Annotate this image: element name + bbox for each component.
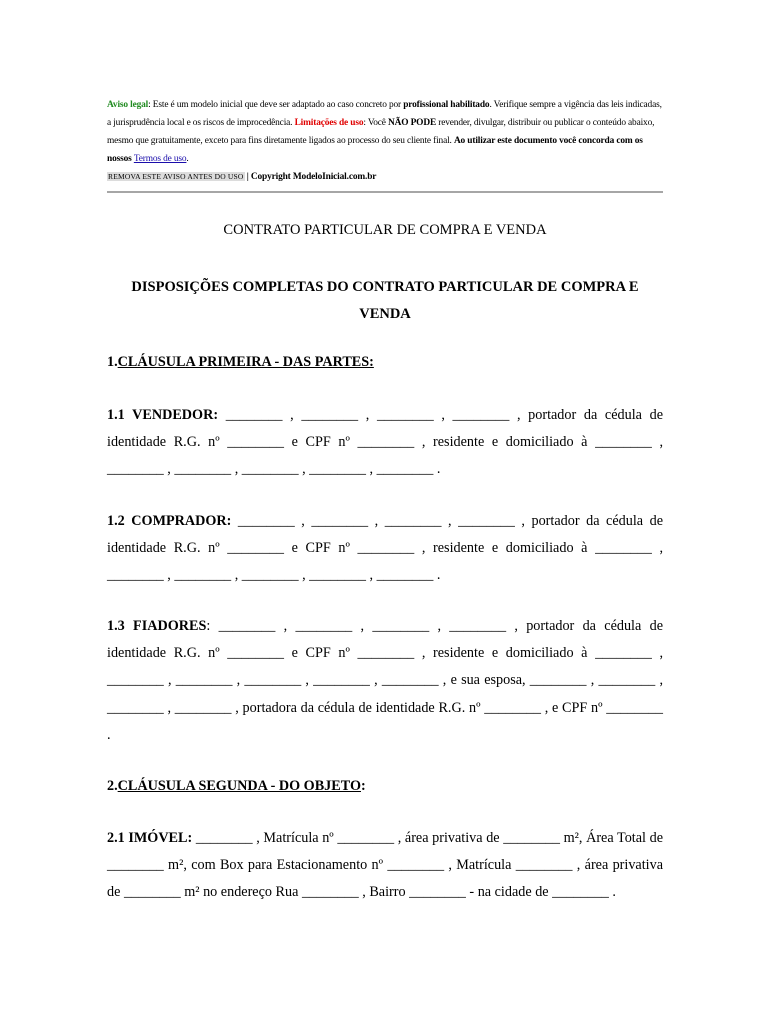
paragraph-1-3-text: : ________ , ________ , ________ , ________ , portador da cédula de identidade R.G. nº ________ e CPF nº ________ , residente e domiciliado à ________ , ________ , ________ , ________ , ________ , ________ , e sua esposa, ________ , ________ , ________ , ________ , portadora da cédula de identidade R.G. nº ________ , e CPF nº ________ . (107, 618, 663, 743)
legal-notice-text-3: : Você (363, 118, 389, 128)
clause-1-number: 1. (107, 354, 118, 370)
legal-notice-text-4: revender, divulgar, distribuir ou publicar o conteúdo abaixo, mesmo que gratuitamente, exceto para fins diretamente ligados ao processo do seu cliente final. (107, 118, 655, 146)
legal-notice-bold-3: Ao utilizar este documento você concorda com os nossos (107, 136, 643, 164)
paragraph-1-2-buyer (107, 508, 663, 590)
terms-of-use-link[interactable]: Termos de uso (133, 154, 187, 164)
document-subtitle: DISPOSIÇÕES COMPLETAS DO CONTRATO PARTICULAR DE COMPRA E VENDA (131, 279, 639, 322)
paragraph-2-1-label: 2.1 IMÓVEL: (107, 830, 193, 846)
legal-notice-bold-1: profissional habilitado (403, 100, 490, 110)
document-title: CONTRATO PARTICULAR DE COMPRA E VENDA (223, 222, 547, 238)
paragraph-1-2-text: ________ , ________ , ________ , ________ , portador da cédula de identidade R.G. nº ________ e CPF nº ________ , residente e domiciliado à ________ , ________ , ________ , ________ , ________ , ________ . (107, 513, 663, 584)
notice-divider (107, 191, 663, 193)
usage-limits-label: Limitações de uso (294, 118, 364, 128)
legal-notice-text-1: : Este é um modelo inicial que deve ser adaptado ao caso concreto por (148, 100, 404, 110)
legal-notice-label: Aviso legal (107, 100, 149, 110)
clause-2-heading (107, 778, 663, 795)
paragraph-1-1-text: ________ , ________ , ________ , ________ , portador da cédula de identidade R.G. nº ________ e CPF nº ________ , residente e domiciliado à ________ , ________ , ________ , ________ , ________ , ________ . (107, 407, 663, 478)
paragraph-1-3-guarantors (107, 613, 663, 749)
paragraph-2-1-text: ________ , Matrícula nº ________ , área privativa de ________ m², Área Total de ________ m², com Box para Estacionamento nº ________ , Matrícula ________ , área privativa de ________ m² no endereço Rua ________ , Bairro ________ - na cidade de ________ . (107, 830, 664, 901)
legal-notice-end: . (186, 154, 189, 164)
remove-notice-label: REMOVA ESTE AVISO ANTES DO USO (108, 172, 244, 181)
paragraph-1-1-label: 1.1 VENDEDOR: (107, 407, 219, 423)
legal-notice (107, 96, 663, 186)
clause-2-number: 2. (107, 778, 118, 794)
clause-2-colon: : (360, 778, 366, 794)
legal-notice-text-2: . Verifique sempre a vigência das leis indicadas, a jurisprudência local e os riscos de improcedência. (107, 100, 662, 128)
paragraph-1-2-label: 1.2 COMPRADOR: (107, 513, 232, 529)
copyright-text: | Copyright ModeloInicial.com.br (244, 172, 377, 182)
clause-1-title: CLÁUSULA PRIMEIRA - DAS PARTES: (117, 354, 374, 370)
paragraph-1-1-seller (107, 402, 663, 484)
clause-1-heading (107, 354, 663, 371)
paragraph-2-1-property (107, 825, 663, 907)
legal-notice-bold-2: NÃO PODE (388, 118, 437, 128)
paragraph-1-3-label: 1.3 FIADORES (107, 618, 207, 634)
clause-2-title: CLÁUSULA SEGUNDA - DO OBJETO (117, 778, 361, 794)
